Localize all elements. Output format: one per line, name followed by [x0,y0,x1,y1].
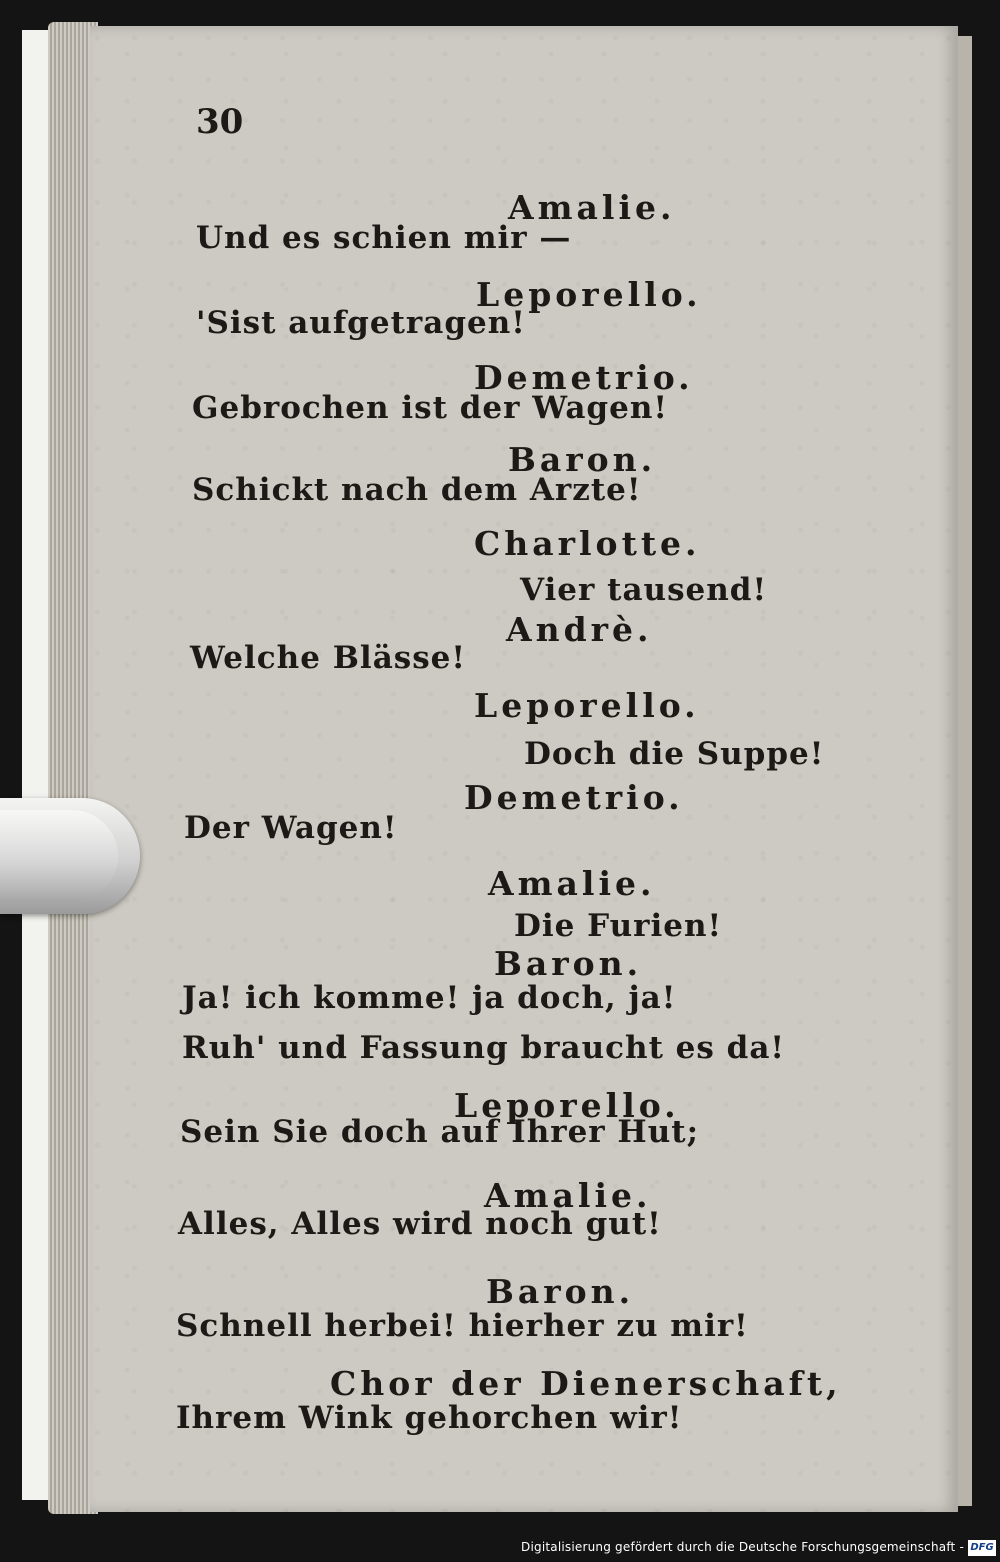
verse-line: Sein Sie doch auf Ihrer Hut; [180,1114,700,1150]
facing-page-edge [958,36,972,1506]
verse-line: Vier tausend! [520,572,768,608]
speaker-name: Leporello. [454,1086,680,1125]
verse-line: Und es schien mir — [196,220,572,256]
speaker-name: Demetrio. [464,778,684,817]
verse-line: Der Wagen! [184,810,398,846]
page-number: 30 [196,102,244,142]
speaker-name: Amalie. [508,188,676,227]
page-clip [0,798,140,914]
speaker-name: Amalie. [488,864,656,903]
digitization-credit: Digitalisierung gefördert durch die Deutsche Forschungsgemeinschaft - [521,1540,964,1554]
clip-highlight [0,810,118,902]
verse-line: Die Furien! [514,908,723,944]
footer-bar [0,1536,1000,1562]
verse-line: 'Sist aufgetragen! [196,305,526,341]
speaker-name: Chor der Dienerschaft, [330,1364,842,1403]
speaker-name: Leporello. [476,275,702,314]
speaker-name: Charlotte. [474,524,701,563]
verse-line: Doch die Suppe! [524,736,825,772]
verse-line: Ja! ich komme! ja doch, ja! [182,980,677,1016]
speaker-name: Baron. [508,440,657,479]
speaker-name: Amalie. [484,1176,652,1215]
verse-line: Ihrem Wink gehorchen wir! [176,1400,683,1436]
speaker-name: Andrè. [506,610,653,649]
dfg-logo: DFG [968,1540,996,1556]
speaker-name: Demetrio. [474,358,694,397]
verse-line: Welche Blässe! [190,640,467,676]
verse-line: Alles, Alles wird noch gut! [178,1206,662,1242]
verse-line: Gebrochen ist der Wagen! [192,390,668,426]
speaker-name: Baron. [486,1272,635,1311]
speaker-name: Baron. [494,944,643,983]
verse-line: Schnell herbei! hierher zu mir! [176,1308,749,1344]
verse-line: Ruh' und Fassung braucht es da! [182,1030,786,1066]
verse-line: Schickt nach dem Arzte! [192,472,642,508]
speaker-name: Leporello. [474,686,700,725]
